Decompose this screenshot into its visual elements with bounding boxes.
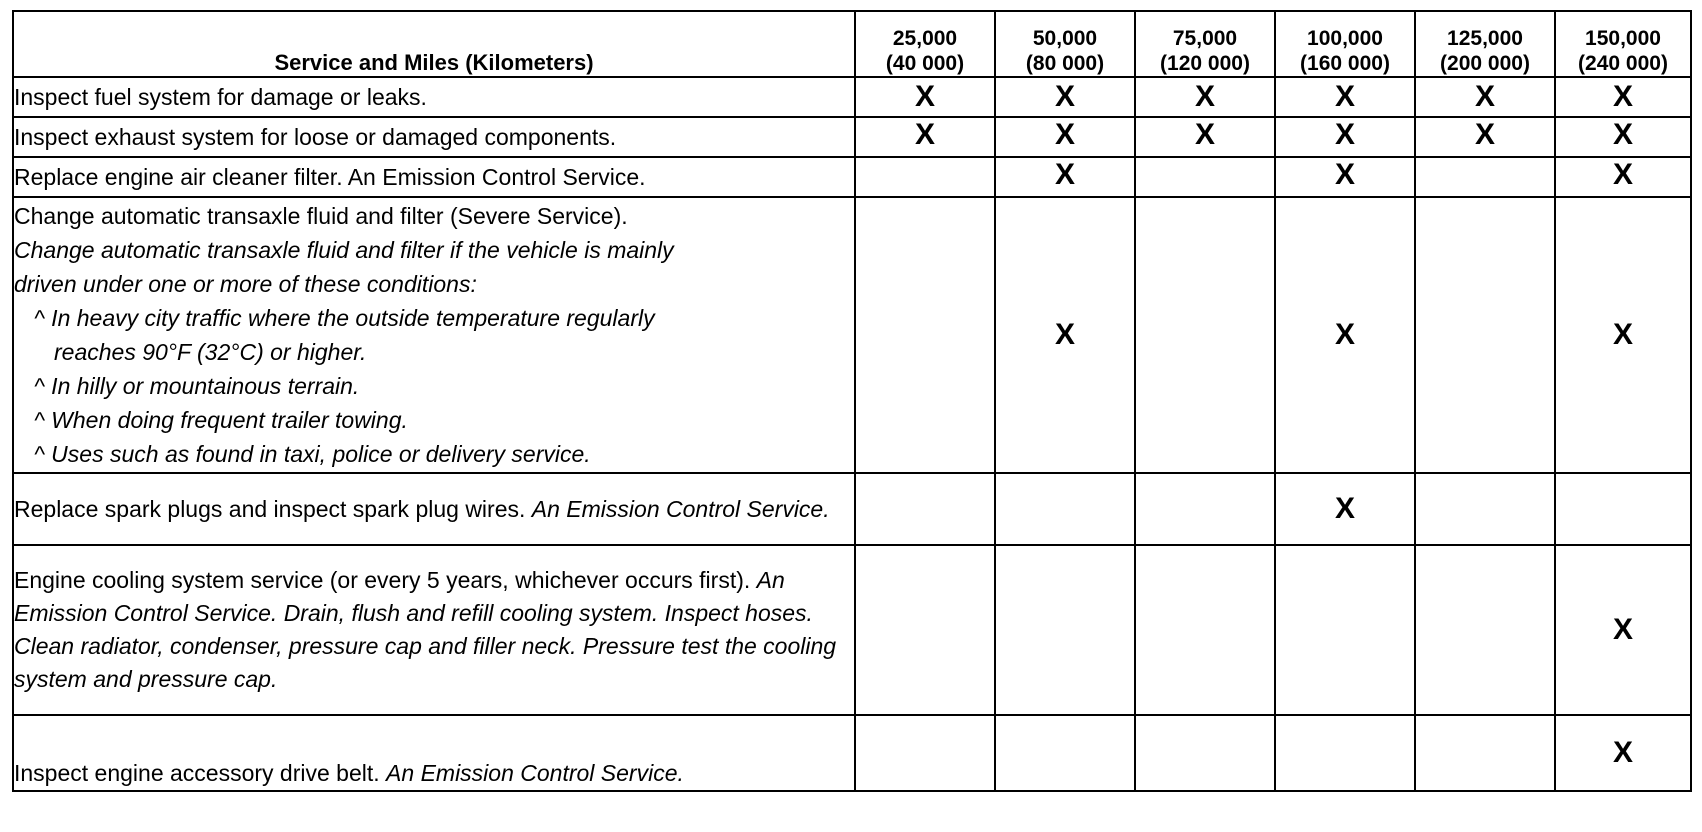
service-mark	[1135, 157, 1275, 197]
service-description	[13, 117, 855, 157]
service-mark: X	[995, 77, 1135, 117]
service-mark	[1555, 473, 1691, 545]
service-mark: X	[1275, 157, 1415, 197]
table-row	[13, 473, 1691, 545]
service-mark: X	[1135, 117, 1275, 157]
condition-bullet: ^ In hilly or mountainous terrain.	[34, 373, 360, 399]
interval-km: (200 000)	[1440, 52, 1530, 75]
service-mark	[855, 197, 995, 473]
service-mark	[1135, 715, 1275, 791]
service-mark	[1275, 545, 1415, 715]
interval-km: (40 000)	[885, 52, 965, 75]
interval-header-75000	[1135, 11, 1275, 77]
service-mark	[855, 157, 995, 197]
service-mark: X	[995, 117, 1135, 157]
interval-header-100000	[1275, 11, 1415, 77]
interval-miles: 25,000	[892, 27, 958, 50]
service-description	[13, 473, 855, 545]
service-description	[13, 157, 855, 197]
interval-header-125000	[1415, 11, 1555, 77]
service-mark: X	[1555, 157, 1691, 197]
service-text: Inspect exhaust system for loose or damaged components.	[14, 123, 617, 150]
service-mark	[995, 545, 1135, 715]
interval-header-50000	[995, 11, 1135, 77]
service-text: Replace engine air cleaner filter. An Emission Control Service.	[14, 163, 646, 190]
interval-miles: 100,000	[1307, 27, 1383, 50]
service-mark	[995, 715, 1135, 791]
table-row	[13, 77, 1691, 117]
service-text: Replace spark plugs and inspect spark plug wires.	[14, 495, 526, 522]
header-row	[13, 11, 1691, 77]
service-mark	[1415, 545, 1555, 715]
interval-miles: 125,000	[1447, 27, 1523, 50]
service-mark	[1415, 157, 1555, 197]
table-row	[13, 117, 1691, 157]
service-mark	[1275, 715, 1415, 791]
interval-km: (160 000)	[1300, 52, 1390, 75]
service-mark	[1415, 197, 1555, 473]
service-mark: X	[1415, 77, 1555, 117]
service-mark: X	[1555, 545, 1691, 715]
service-title: Change automatic transaxle fluid and filter (Severe Service).	[14, 203, 628, 229]
service-mark	[1135, 545, 1275, 715]
service-note: An Emission Control Service.	[386, 760, 684, 786]
interval-miles: 75,000	[1172, 27, 1238, 50]
condition-bullet: ^ In heavy city traffic where the outside temperature regularly	[34, 305, 655, 331]
service-mark	[1135, 473, 1275, 545]
interval-km: (240 000)	[1578, 52, 1668, 75]
service-mark	[855, 473, 995, 545]
service-mark: X	[1555, 197, 1691, 473]
service-mark: X	[1275, 473, 1415, 545]
service-description	[13, 77, 855, 117]
maintenance-schedule-table	[12, 10, 1692, 792]
service-mark	[1415, 715, 1555, 791]
service-text: Inspect engine accessory drive belt.	[14, 760, 380, 786]
service-note: An Emission Control Service. Drain, flush and refill cooling system. Inspect hoses. Clean radiator, condenser, pressure cap and filler neck. Pressure test the cooling system and pressure cap.	[14, 567, 837, 692]
service-mark: X	[1275, 77, 1415, 117]
service-mark: X	[1275, 197, 1415, 473]
service-mark	[995, 473, 1135, 545]
service-mark	[1135, 197, 1275, 473]
condition-bullet: ^ When doing frequent trailer towing.	[34, 407, 408, 433]
table-row	[13, 197, 1691, 473]
service-mark: X	[1555, 715, 1691, 791]
condition-bullet: ^ Uses such as found in taxi, police or delivery service.	[34, 441, 591, 467]
interval-km: (120 000)	[1160, 52, 1250, 75]
service-mark	[1415, 473, 1555, 545]
service-mark: X	[1135, 77, 1275, 117]
service-mark: X	[1275, 117, 1415, 157]
service-description	[13, 197, 855, 473]
service-column-header: Service and Miles (Kilometers)	[13, 11, 855, 77]
service-description	[13, 545, 855, 715]
service-mark: X	[1555, 77, 1691, 117]
interval-header-150000	[1555, 11, 1691, 77]
interval-header-25000	[855, 11, 995, 77]
service-note: An Emission Control Service.	[531, 495, 830, 522]
table-row	[13, 157, 1691, 197]
service-text: Inspect fuel system for damage or leaks.	[14, 83, 427, 110]
service-mark: X	[1415, 117, 1555, 157]
service-mark: X	[995, 157, 1135, 197]
service-mark: X	[855, 77, 995, 117]
interval-miles: 150,000	[1585, 27, 1661, 50]
interval-miles: 50,000	[1032, 27, 1098, 50]
table-row	[13, 545, 1691, 715]
condition-bullet-continued: reaches 90°F (32°C) or higher.	[54, 339, 367, 365]
service-note-line: driven under one or more of these conditions:	[14, 271, 477, 297]
service-description	[13, 715, 855, 791]
service-mark: X	[855, 117, 995, 157]
table-row	[13, 715, 1691, 791]
service-mark	[855, 545, 995, 715]
service-text: Engine cooling system service (or every 5 years, whichever occurs first).	[14, 567, 751, 593]
interval-km: (80 000)	[1025, 52, 1105, 75]
service-mark	[855, 715, 995, 791]
service-note-line: Change automatic transaxle fluid and filter if the vehicle is mainly	[14, 237, 674, 263]
service-mark: X	[1555, 117, 1691, 157]
service-mark: X	[995, 197, 1135, 473]
